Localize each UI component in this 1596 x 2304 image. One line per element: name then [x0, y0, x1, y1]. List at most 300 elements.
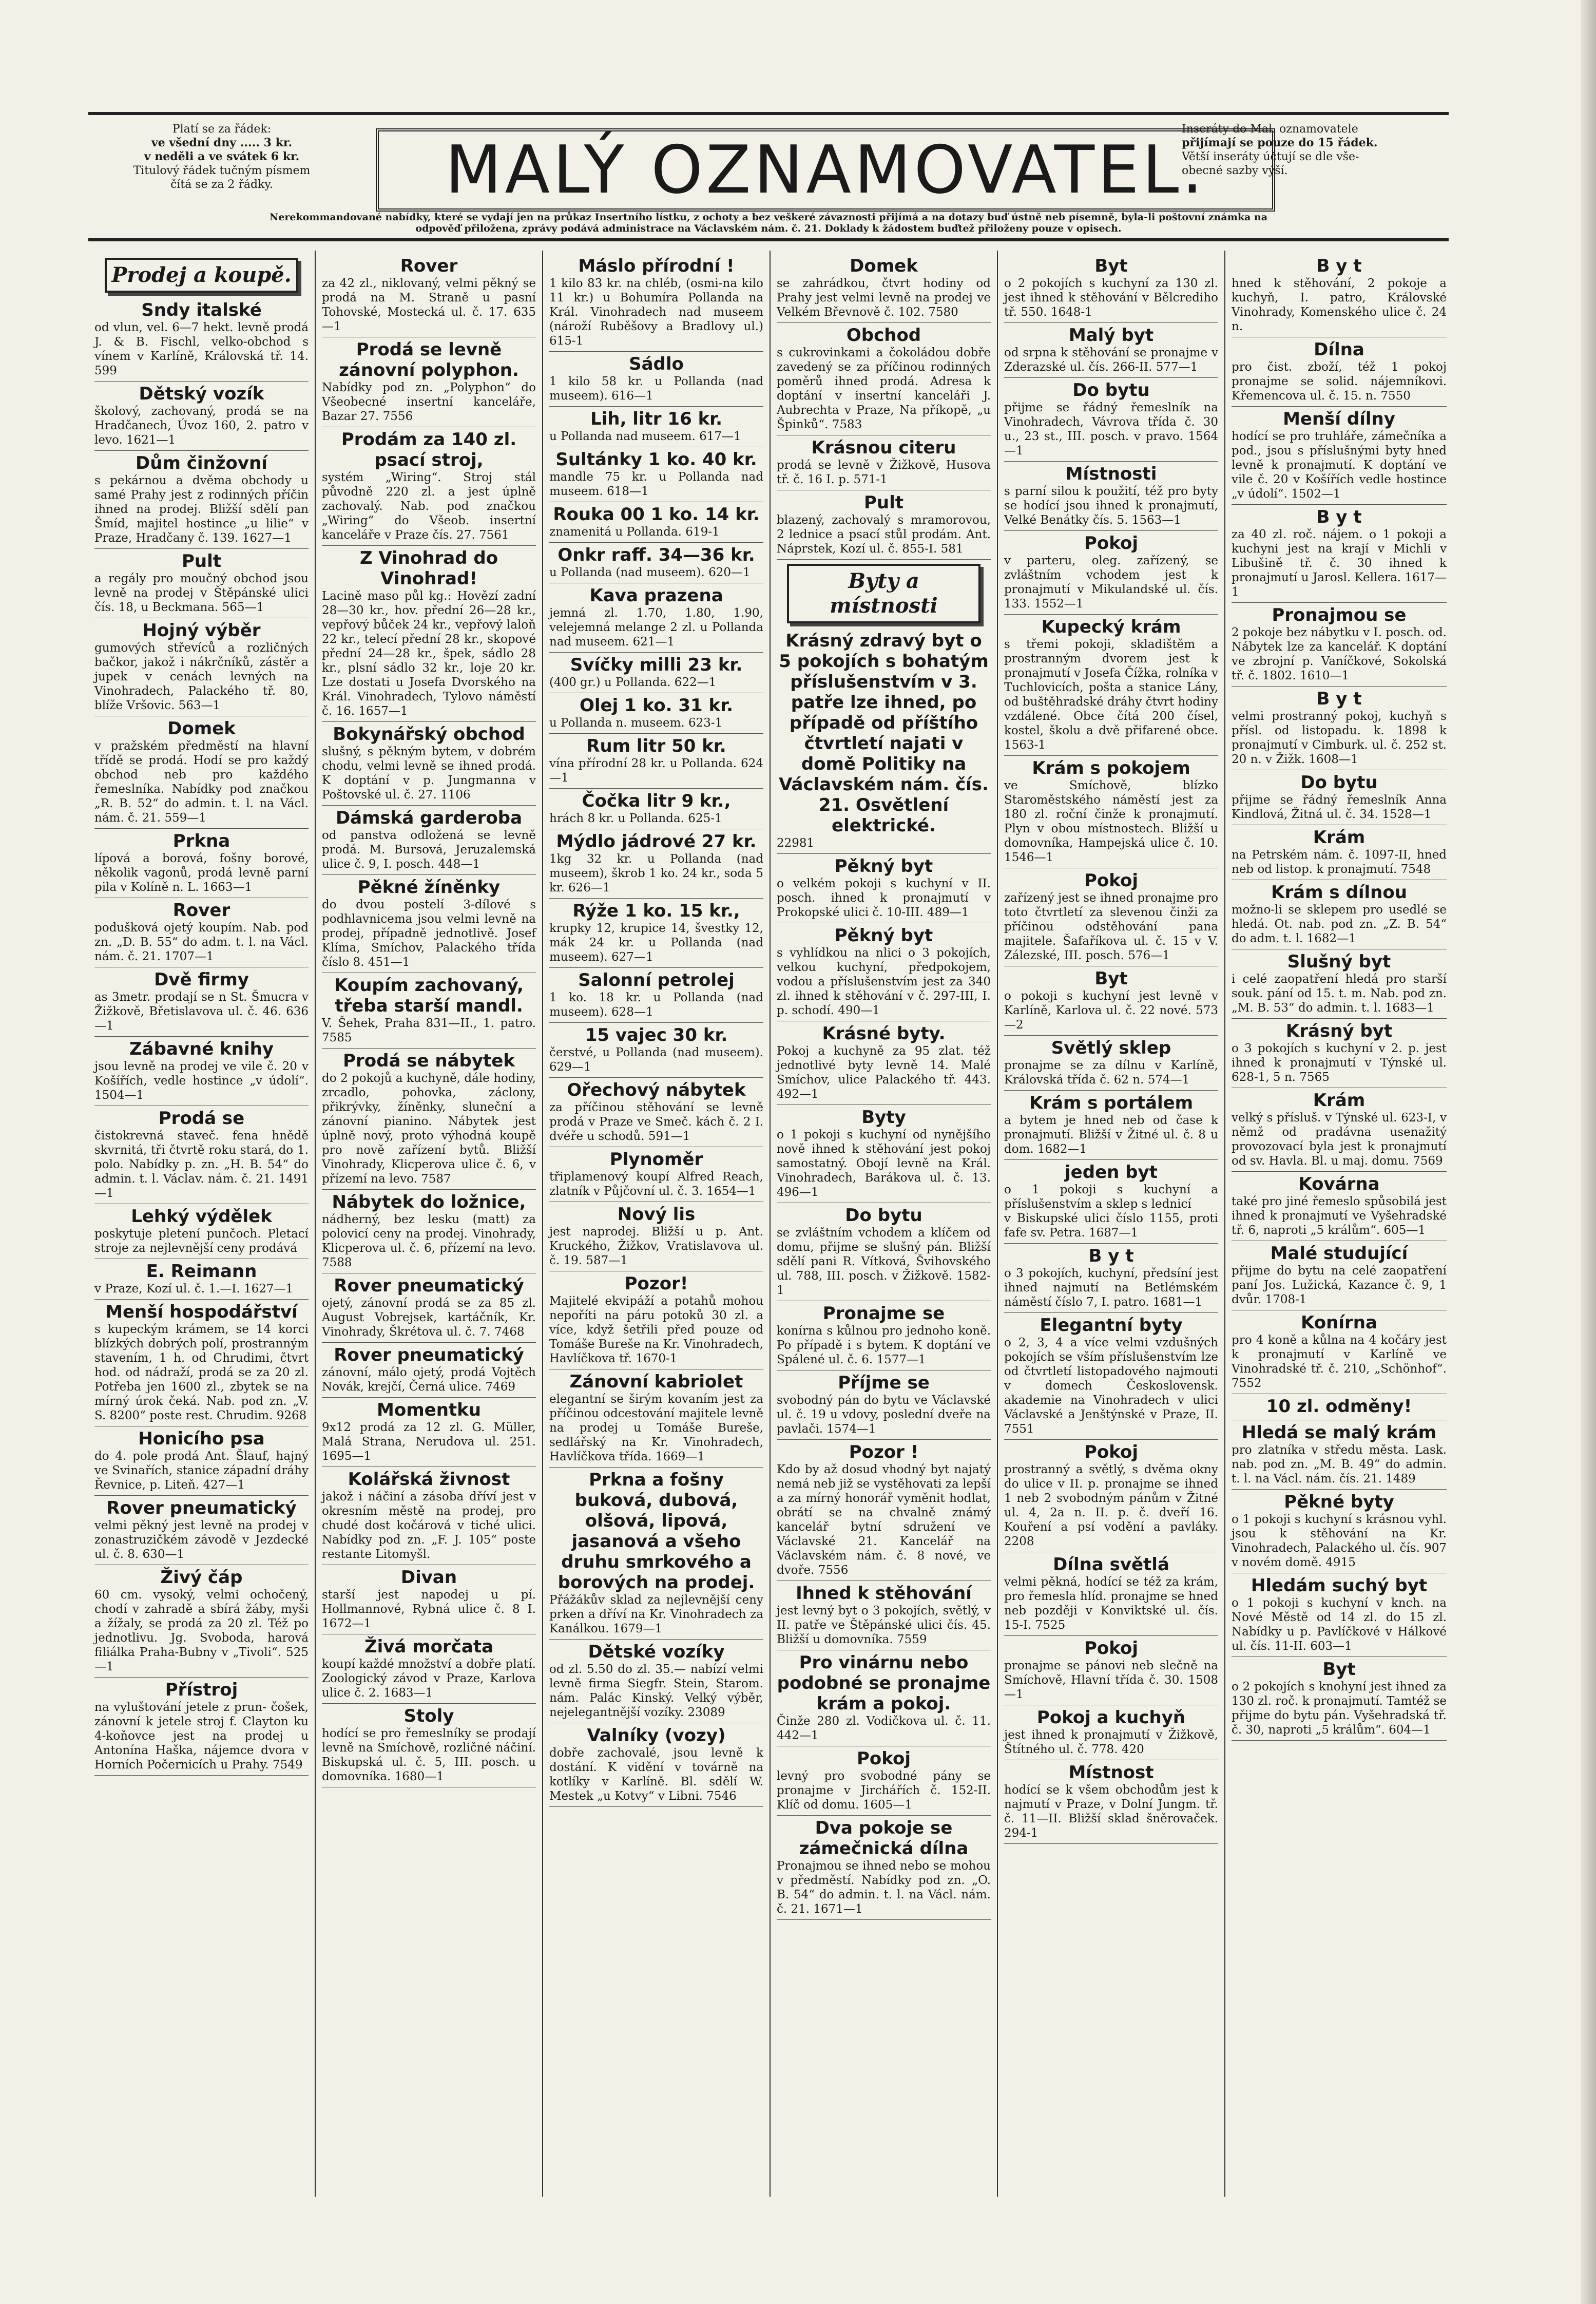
classified-ad [1004, 1160, 1218, 1244]
ad-title: Malý byt [1068, 325, 1154, 346]
ad-title: Rover [172, 900, 230, 921]
ad-title: Zánovní kabriolet [569, 1372, 743, 1392]
ad-text: za 40 zl. roč. nájem. o 1 pokoji a kuchyni jest na krají v Michli v Libušině tř. č. 30 ihned k pronajmutí u Jarosl. Kellera. 1617—1 [1232, 528, 1447, 599]
classified-ad [322, 875, 536, 973]
ad-text: pro 4 koně a kůlna na 4 kočáry jest k pronajmutí v Karlíně ve Vinohradské tř. č. 210, „Schönhof“. 7552 [1232, 1334, 1447, 1390]
price-line: čítá se za 2 řádky. [170, 178, 273, 191]
ad-title: Prkna [172, 831, 230, 851]
classified-ad [94, 618, 309, 716]
classified-ad [322, 1704, 536, 1787]
ad-title: Pozor ! [849, 1442, 919, 1462]
classified-ad [1004, 531, 1218, 615]
ad-text: o velkém pokoji s kuchyní v II. posch. ihned k pronajmutí v Prokopské ulici č. 10-III. 489—1 [777, 877, 991, 919]
ad-title: B y t [1088, 1246, 1134, 1266]
ad-title: Rýže 1 ko. 15 kr., [572, 901, 740, 921]
ad-title: Dvě firmy [154, 969, 249, 990]
ad-title: Pokoj [1084, 870, 1138, 891]
classified-ad [322, 1565, 536, 1634]
ad-text: za příčinou stěhování se levně prodá v Praze ve Smeč. kách č. 2 I. dvéře u schodů. 591—1 [549, 1101, 763, 1143]
ad-title: Dětský vozík [139, 384, 264, 404]
ad-title: Elegantní byty [1040, 1315, 1183, 1336]
ad-text: v Praze, Kozí ul. č. 1.—I. 1627—1 [94, 1282, 294, 1296]
classified-ad [94, 967, 309, 1037]
classified-ad [94, 1426, 309, 1496]
ad-text: čerstvé, u Pollanda (nad museem). 629—1 [549, 1046, 763, 1074]
classified-ad [549, 543, 763, 583]
classified-ad [549, 789, 763, 829]
ad-text: poskytuje pletení punčoch. Pletací stroje za nejlevnější ceny prodává [94, 1227, 309, 1255]
ad-title: Byt [1094, 256, 1128, 276]
classified-ad [549, 968, 763, 1023]
ad-title: Do bytu [1072, 380, 1150, 401]
ad-text: o 2 pokojích s knohyní jest ihned za 130 zl. roč. k pronajmutí. Tamtéž se přijme do bytu pán. Vyšehradská tř. č. 30, naproti „5 králům“. 604—1 [1232, 1680, 1447, 1737]
ad-title: Byty [861, 1107, 906, 1128]
classified-ad [322, 1634, 536, 1704]
ad-title: Dům činžovní [136, 453, 267, 473]
ad-title: Pěkné žíněnky [357, 877, 501, 898]
ad-title: Dva pokoje se zámečnická dílna [799, 1818, 969, 1859]
classified-ad [549, 653, 763, 693]
ad-text: a bytem je hned neb od čase k pronajmutí. Bližší v Žitné ul. č. 8 u dom. 1682—1 [1004, 1114, 1218, 1156]
ad-title: Honicího psa [138, 1429, 265, 1449]
ad-text: u Pollanda n. museem. 623-1 [549, 716, 723, 730]
classified-ad [1232, 337, 1447, 407]
ad-title: Hledá se malý krám [1241, 1422, 1437, 1443]
classified-ad [94, 1259, 309, 1300]
masthead-title: MALÝ OZNAMOVATEL. [445, 131, 1206, 208]
ad-text: o 1 pokoji s kuchyní s krásnou vyhl. jsou k stěhování na Kr. Vinohradech, Palackého ul. čís. 907 v novém domě. 4915 [1232, 1513, 1447, 1569]
ad-title: Mýdlo jádrové 27 kr. [556, 831, 757, 852]
ad-title: Pokoj [1084, 1638, 1138, 1659]
ad-title: Kava prazena [589, 585, 723, 606]
ad-text: krupky 12, krupice 14, švestky 12, mák 24 kr. u Pollanda (nad museem). 627—1 [549, 922, 763, 964]
ad-title: Pěkné byty [1284, 1492, 1394, 1512]
ad-text: svobodný pán do bytu ve Václavské ul. č. 19 u vdovy, poslední dveře na pavlači. 1574—1 [777, 1394, 991, 1436]
classified-ad [94, 716, 309, 829]
ad-title: Krásné byty. [822, 1023, 946, 1044]
ad-text: 1kg 32 kr. u Pollanda (nad museem), škrob 1 ko. 24 kr., soda 5 kr. 626—1 [549, 852, 763, 894]
ad-title: Domek [850, 256, 918, 276]
ad-title: Onkr raff. 34—36 kr. [557, 545, 755, 565]
ad-text: hrách 8 kr. u Pollanda. 625-1 [549, 812, 722, 825]
ad-text: s parní silou k použití, též pro byty se hodící jsou ihned k pronajmutí, Velké Benátky čís. 5. 1563—1 [1004, 485, 1218, 527]
classified-ad [322, 546, 536, 722]
ad-text: jsou levně na prodej ve vile č. 20 v Košířích, vedle hostince „v údolí“. 1504—1 [94, 1060, 309, 1102]
ad-title: E. Reimann [146, 1261, 257, 1282]
classified-ad [777, 1370, 991, 1440]
page-edge [1581, 0, 1596, 2304]
ad-text: lípová a borová, fošny borové, několik vagonů, prodá levně parní pila v Kolíně n. L. 1663—1 [94, 852, 309, 894]
classified-ad [1004, 1091, 1218, 1160]
ad-text: systém „Wiring“. Stroj stál původně 220 zl. a jest úplně zachovalý. Nab. pod značkou „Wiring“ do Všeob. insertní kanceláře v Praze čís. 27. 7561 [322, 471, 536, 542]
ad-text: pronajme se pánovi neb slečně na Smíchově, Hlavní třída č. 30. 1508—1 [1004, 1659, 1218, 1701]
classified-ad [322, 337, 536, 427]
ad-title: Ořechový nábytek [567, 1080, 746, 1100]
classified-ad [777, 435, 991, 490]
classified-ad [1232, 1420, 1447, 1490]
classified-ad [1232, 1657, 1447, 1741]
ad-title: Krásný zdravý byt o 5 pokojích s bohatým příslušenstvím v 3. patře lze ihned, po případě od příštího čtvrtletí najati v domě Politiky na Václavském nám. čís. 21. Osvětlení elektrické. [779, 631, 989, 836]
classified-ad [322, 1398, 536, 1467]
classified-ad [549, 1369, 763, 1468]
ad-title: Pozor! [624, 1273, 688, 1294]
classified-ad [549, 1023, 763, 1078]
classified-ad [549, 254, 763, 352]
ad-text: 60 cm. vysoký, velmi ochočený, chodí v zahradě a sbírá žáby, myši a žížaly, se prodá za 20 zl. Též po jednotlivu. Jg. Svoboda, harová filiálka Praha-Bubny v „Tivoli“. 525—1 [94, 1588, 309, 1673]
ad-text: v pražském předměstí na hlavní třídě se prodá. Hodí se pro každý obchod neb pro každého řemeslníka. Nabídky pod značkou „R. B. 52“ do admin. t. l. na Václ. nám. č. 21. 559—1 [94, 739, 309, 825]
ad-title: Lehký výdělek [131, 1206, 272, 1227]
classified-ad [322, 1273, 536, 1343]
classified-columns [88, 251, 1454, 2197]
ad-text: o pokoji s kuchyní jest levně v Karlíně, Karlova ul. č. 22 nové. 573—2 [1004, 989, 1218, 1032]
ad-title: Kovárna [1298, 1174, 1380, 1194]
ad-text: jest ihned k pronajmutí v Žižkově, Štítného ul. č. 778. 420 [1004, 1728, 1218, 1756]
classified-ad [777, 1650, 991, 1746]
notice-line: přijímají se pouze do 15 řádek. [1182, 136, 1378, 149]
ad-title: 15 vajec 30 kr. [585, 1025, 728, 1045]
classified-ad [777, 854, 991, 923]
ad-text: jakož i náčiní a zásoba dříví jest v okresním městě na prodej, pro chudé dost kočárová v tiché ulici. Nabídky pod zn. „F. J. 105“ poste restante Litomyšl. [322, 1490, 536, 1561]
ad-title: Rover pneumatický [334, 1275, 524, 1296]
ad-title: Prodám za 140 zl. psací stroj, [341, 429, 517, 470]
ad-text: 9x12 prodá za 12 zl. G. Müller, Malá Strana, Nerudova ul. 251. 1695—1 [322, 1421, 536, 1463]
classified-ad [322, 427, 536, 546]
ad-title: Živá morčata [364, 1636, 494, 1657]
ad-title: Pokoj [1084, 533, 1138, 554]
classified-ad [94, 1106, 309, 1204]
classified-ad [94, 382, 309, 451]
ad-title: Nový lis [617, 1204, 696, 1225]
classified-ad [1232, 1019, 1447, 1088]
ad-title: Stoly [403, 1706, 454, 1726]
classified-ad [1232, 407, 1447, 505]
classified-ad [1004, 462, 1218, 531]
classified-ad [322, 1343, 536, 1398]
ad-title: Kupecký krám [1041, 617, 1181, 637]
classified-ad [777, 1021, 991, 1105]
classified-ad [1232, 1088, 1447, 1172]
ad-text: prostranný a světlý, s dvěma okny do ulice v II. p. pronajme se ihned 1 neb 2 svobodným pánům v Žitné ul. 4, 2a n. II. p. č. dveří 16. Kouření a psí vodění a pavláky. 2208 [1004, 1463, 1218, 1548]
classified-ad [1232, 1172, 1447, 1241]
ad-text: hodící se pro truhláře, zámečníka a pod., jsou s příslušnými byty hned levně k pronajmutí. K doptání ve vile č. 20 v Košířích vedle hostince „v údolí“. 1502—1 [1232, 430, 1447, 501]
ad-title: Pronajme se [822, 1303, 945, 1324]
classified-ad [549, 502, 763, 543]
classified-ad [1232, 505, 1447, 603]
ad-text: velmi prostranný pokoj, kuchyň s přísl. od listopadu. k. 1898 k pronajmutí v Cimburk. ul. č. 252 st. 20 n. v Žižk. 1608—1 [1232, 710, 1447, 766]
classified-ad [1232, 880, 1447, 949]
ad-text: pro čist. zboží, též 1 pokoj pronajme se solid. nájemníkovi. Křemencova ul. č. 15. n. 7550 [1232, 360, 1447, 403]
ad-text: Činže 280 zl. Vodičkova ul. č. 11. 442—1 [777, 1715, 991, 1742]
ad-text: do 4. pole prodá Ant. Šlauf, hajný ve Svinařích, stanice západní dráhy Řevnice, p. Liteň. 427—1 [94, 1450, 309, 1492]
ad-text: a regály pro moučný obchod jsou levně na prodej v Štěpánské ulici čís. 18, u Beckmana. 565—1 [94, 572, 309, 614]
ad-title: Konírna [1301, 1312, 1377, 1333]
ad-title: Krásnou citeru [811, 437, 956, 458]
ad-text: Lacině maso půl kg.: Hovězí zadní 28—30 kr., hov. přední 26—28 kr., vepřový bůček 24 kr., vepřový laloň 22 kr., telecí přední 28 kr., skopové přední 24—28 kr., špek, sádlo 28 kr., plsní sádlo 32 kr., loje 20 kr. Lze dostati u Josefa Dvorského na Král. Vinohradech, Tylovo náměstí č. 16. 1657—1 [322, 589, 536, 718]
ad-text: o 2, 3, 4 a více velmi vzdušných pokojích se vším příslušenstvím lze od čtvrtletí listopadového najmouti v domech Československ. akademie na Vinohradech v ulici Václavské a Jenštýnské v Praze, II. 7551 [1004, 1336, 1218, 1436]
classified-ad [549, 407, 763, 447]
ad-text: 1 ko. 18 kr. u Pollanda (nad museem). 628—1 [549, 991, 763, 1019]
ad-title: Malé studující [1270, 1243, 1408, 1264]
classified-ad [777, 1581, 991, 1650]
classified-ad [777, 1746, 991, 1816]
ad-text: do dvou postelí 3-dílové s podhlavnicema jsou velmi levně na prodej, případně jednotlivě. Josef Klíma, Smíchov, Palackého třída číslo 8. 451—1 [322, 898, 536, 969]
ad-title: Sádlo [629, 354, 684, 374]
ad-text: nádherný, bez lesku (matt) za polovicí ceny na prodej. Vinohrady, Klicperova ul. č. 6, přízemí na levo. 7588 [322, 1213, 536, 1269]
ad-title: B y t [1316, 689, 1362, 709]
ad-title: Pronajmou se [1272, 605, 1407, 625]
ad-title: Menší dílny [1283, 409, 1395, 429]
ad-text: do 2 pokojů a kuchyně, dále hodiny, zrcadlo, pohovka, záclony, přikrývky, žíněnky, sluneční a zánovní pianino. Nábytek jest úplně nový, proto výhodná koupě pro nově zařízení bytů. Bližší Vinohrady, Klicperova ulice č. 6, v přízemí na levo. 7587 [322, 1072, 536, 1186]
classified-ad [549, 1147, 763, 1202]
classified-ad [777, 1105, 991, 1203]
ad-title: Zábavné knihy [129, 1039, 274, 1059]
ad-text: podušková ojetý koupím. Nab. pod zn. „D. B. 55“ do adm. t. l. na Václ. nám. č. 21. 1707—1 [94, 921, 309, 963]
ad-title: Sndy italské [141, 300, 262, 320]
section-heading-flats: Byty a místnosti [787, 564, 980, 623]
classified-ad [1004, 1552, 1218, 1636]
ad-title: Menší hospodářství [105, 1302, 298, 1322]
ad-text: o 1 pokoji s kuchyní od nynějšího nově ihned k stěhování jest pokoj samostatný. Obojí levně na Král. Vinohradech, Barákova ul. č. 13. 496—1 [777, 1128, 991, 1199]
ad-title: Pěkný byt [834, 856, 933, 877]
ad-title: Pěkný byt [834, 925, 933, 946]
classified-ad [1232, 1310, 1447, 1394]
column-4 [771, 251, 998, 2197]
classified-ad [1232, 1394, 1447, 1420]
ad-title: Místnosti [1065, 464, 1157, 484]
ad-title: Slušný byt [1287, 951, 1391, 972]
admin-line: Nerekommandované nabídky, které se vydají jen na průkaz Insertního lístku, z ochoty a bez veškeré závaznosti přijímá a na dotazy buď ústně neb písemně, byla-li poštovní známka na [269, 212, 1268, 223]
classified-ad [549, 1468, 763, 1640]
ad-text: jest naprodej. Bližší u p. Ant. Kruckého, Žižkov, Vratislavova ul. č. 19. 587—1 [549, 1225, 763, 1267]
ad-text: zařízený jest se ihned pronajme pro toto čtvrtletí za slevenou činži za příčinou odstěhování pana majitele. Šafaříkova ul. č. 15 v V. Zálezské, III. posch. 576—1 [1004, 891, 1218, 962]
ad-title: Obchod [846, 325, 921, 346]
ad-title: Kolářská živnost [348, 1469, 510, 1490]
price-line: v neděli a ve svátek 6 kr. [144, 150, 300, 163]
ad-text: blazený, zachovalý s mramorovou, 2 lednice a psací stůl prodám. Ant. Náprstek, Kozí ul. č. 855-I. 581 [777, 513, 991, 556]
ad-text: se zvláštním vchodem a klíčem od domu, přijme se slušný pán. Bližší sdělí pani R. Vítková, Švihovského ul. 788, III. posch. v Žižkově. 1582-1 [777, 1226, 991, 1297]
classified-ad [1232, 1490, 1447, 1573]
ad-title: Salonní petrolej [578, 970, 735, 991]
ad-title: Příjme se [838, 1373, 930, 1393]
ad-text: také pro jiné řemeslo spůsobilá jest ihned k pronajmutí ve Vyšehradské tř. 6, naproti „5 králům“. 605—1 [1232, 1195, 1447, 1237]
ad-text: dobře zachovalé, jsou levně k dostání. K vidění v továrně na kotlíky v Karlíně. Bl. sdělí W. Mestek „u Kotvy“ v Libni. 7546 [549, 1746, 763, 1803]
classified-ad [1004, 1313, 1218, 1440]
classified-ad [549, 693, 763, 734]
classified-ad [94, 451, 309, 549]
ad-text: od srpna k stěhování se pronajme v Zderazské ul. čís. 266-II. 577—1 [1004, 346, 1218, 374]
ad-title: Pult [181, 551, 222, 572]
ad-title: Krám s pokojem [1032, 758, 1190, 778]
ad-title: Do bytu [845, 1205, 922, 1226]
classified-ad [777, 1301, 991, 1370]
ad-title: Z Vinohrad do Vinohrad! [359, 548, 498, 589]
ad-text: 1 kilo 58 kr. u Pollanda (nad museem). 616—1 [549, 375, 763, 403]
ad-title: B y t [1316, 256, 1362, 276]
classified-ad [549, 583, 763, 653]
ad-text: s pekárnou a dvěma obchody u samé Prahy jest z rodinných příčin ihned na prodej. Bližší sdělí pan Šmíd, majitel hostince „u lilie“ v Praze, Hradčany č. 139. 1627—1 [94, 474, 309, 545]
masthead-box [376, 128, 1275, 212]
ad-title: Světlý sklep [1051, 1038, 1171, 1058]
classified-ad [549, 352, 763, 407]
ad-text: s cukrovinkami a čokoládou dobře zavedený se za příčinou rodinných poměrů ihned prodá. Adresa k doptání v insertní kanceláři J. Aubrechta v Praze, Na příkopě, „u Špinků“. 7583 [777, 346, 991, 431]
ad-title: Divan [400, 1567, 457, 1588]
ad-title: Do bytu [1300, 772, 1378, 793]
classified-ad [777, 254, 991, 323]
ad-text: velký s přísluš. v Týnské ul. 623-I, v němž od pradávna usenažitý provozovací byla jest k pronajmutí od sv. Havla. Bl. u maj. domu. 7569 [1232, 1111, 1447, 1168]
ad-text: Přážákův sklad za nejlevnější ceny prken a dříví na Kr. Vinohradech za Kanálkou. 1679—1 [549, 1593, 763, 1635]
ad-text: i celé zaopatření hledá pro starší souk. pání od 15. t. m. Nab. pod zn. „M. B. 53“ do admin. t. l. 1683—1 [1232, 973, 1447, 1015]
classified-ad [1004, 323, 1218, 378]
column-6 [1225, 251, 1453, 2197]
ad-title: Živý čáp [160, 1567, 243, 1588]
price-notice [88, 122, 355, 192]
ad-title: B y t [1316, 507, 1362, 527]
ad-title: Prkna a fošny buková, dubová, olšová, lipová, jasanová a všeho druhu smrkového a borových na prodej. [557, 1470, 755, 1593]
ad-title: Sultánky 1 ko. 40 kr. [555, 449, 757, 470]
ad-text: u Pollanda nad museem. 617—1 [549, 430, 741, 443]
ad-text: školový, zachovaný, prodá se na Hradčanech, Úvoz 160, 2. patro v levo. 1621—1 [94, 405, 309, 447]
classified-ad [94, 1496, 309, 1565]
ad-title: Prodá se [158, 1108, 245, 1129]
classified-ad [777, 923, 991, 1021]
classified-ad [549, 1640, 763, 1723]
price-line: ve všední dny ..... 3 kr. [151, 136, 293, 149]
ad-text: u Pollanda (nad museem). 620—1 [549, 566, 751, 579]
ad-title: Dílna [1314, 339, 1364, 360]
classified-ad [322, 1467, 536, 1565]
classified-ad [1232, 770, 1447, 825]
column-3 [543, 251, 771, 2197]
classified-ad [322, 1049, 536, 1190]
ad-title: Olej 1 ko. 31 kr. [579, 695, 733, 716]
classified-ad [549, 734, 763, 789]
classified-ad [1004, 615, 1218, 756]
ad-text: s kupeckým krámem, se 14 korci blízkých dobrých polí, prostranným stavením, 1 h. od Chrudimi, čtvrt hod. od nádraží, prodá se za 20 zl. Potřeba jen 1600 zl., zbytek se na mírný úrok čeká. Nab. pod zn. „V. S. 8200“ poste rest. Chrudim. 9268 [94, 1323, 309, 1422]
ad-title: Pokoj [1084, 1442, 1138, 1462]
ad-title: Rover [400, 256, 458, 276]
ad-title: Hojný výběr [142, 620, 261, 641]
ad-text: prodá se levně v Žižkově, Husova tř. č. 16 I. p. 571-1 [777, 459, 991, 486]
ad-text: pro zlatníka v středu města. Lask. nab. pod zn. „M. B. 49“ do admin. t. l. na Václ. nám. čís. 21. 1489 [1232, 1443, 1447, 1486]
ad-text: o 1 pokoji s kuchyní a příslušenstvím a sklep s lednicí [1004, 1183, 1218, 1211]
classified-ad [777, 1816, 991, 1920]
ad-text: slušný, s pěkným bytem, v dobrém chodu, velmi levně se ihned prodá. K doptání v p. Jungmanna v Poštovské ul. č. 27. 1106 [322, 745, 536, 802]
ad-text: (400 gr.) u Pollanda. 622—1 [549, 676, 717, 689]
ad-title: Bokynářský obchod [333, 724, 525, 745]
ad-title: Pult [863, 492, 904, 513]
ad-text: 22981 [777, 836, 815, 850]
classified-ad [549, 1078, 763, 1147]
ad-title: jeden byt [1065, 1162, 1158, 1183]
classified-ad [322, 806, 536, 875]
ad-title: Prodá se nábytek [343, 1051, 515, 1071]
ad-text: od panstva odložená se levně prodá. M. Bursová, Jeruzalemská ulice č. 9, I. posch. 448—1 [322, 829, 536, 871]
classified-ad [322, 254, 536, 337]
ad-text: hodící se pro řemeslníky se prodají levně na Smíchově, rozličné náčiní. Biskupská ul. č. 5, III. posch. u domovníka. 1680—1 [322, 1727, 536, 1783]
section-heading-sale: Prodej a koupě. [105, 258, 298, 293]
ad-text: za 42 zl., niklovaný, velmi pěkný se prodá na M. Straně u pasní Tohovské, Mostecká ul. č. 17. 635—1 [322, 277, 536, 333]
ad-title: 10 zl. odměny! [1266, 1396, 1412, 1417]
ad-title: Čočka litr 9 kr., [582, 791, 731, 811]
ad-title: Byt [1094, 968, 1128, 989]
ad-title: Momentku [377, 1400, 481, 1420]
classified-ad [322, 973, 536, 1049]
ad-title: Prodá se levně zánovní polyphon. [339, 339, 519, 380]
ad-text: elegantní se širým kovaním jest za příčinou odcestování majitele levně na prodej u Tomáše Bureše, sedlářský na Kr. Vinohradech, Havlíčkova třída. 1669—1 [549, 1393, 763, 1463]
ad-text: jemná zl. 1.70, 1.80, 1.90, velejemná melange 2 zl. u Pollanda nad museem. 621—1 [549, 606, 763, 649]
classified-ad [94, 1678, 309, 1776]
ad-title: Krám s dílnou [1271, 882, 1407, 903]
classified-ad [1004, 756, 1218, 868]
ad-title: Dílna světlá [1053, 1554, 1169, 1575]
ad-title: Koupím zachovaný, třeba starší mandl. [334, 975, 524, 1016]
ad-text: as 3metr. prodají se n St. Šmucra v Žižkově, Břetislavova ul. č. 46. 636—1 [94, 991, 309, 1033]
ad-title: Hledám suchý byt [1251, 1575, 1428, 1596]
ad-text: se zahrádkou, čtvrt hodiny od Prahy jest velmi levně na prodej ve Velkém Břevnově č. 102. 7580 [777, 277, 991, 319]
ad-text: velmi pěkný jest levně na prodej v zonastruzičkém závodě v Jezdecké ul. č. 8. 630—1 [94, 1519, 309, 1561]
ad-text: hned k stěhování, 2 pokoje a kuchyň, I. patro, Královské Vinohrady, Komenského ulice č. 24 n. [1232, 277, 1447, 333]
ad-title: Krám [1313, 827, 1366, 848]
ad-text: koupí každé množství a dobře platí. Zoologický závod v Praze, Karlova ulice č. 2. 1683—1 [322, 1658, 536, 1700]
price-line: Titulový řádek tučným písmem [133, 164, 311, 177]
notice-line: Větší inseráty účtují se dle vše- [1182, 150, 1359, 163]
ad-text: možno-li se sklepem pro usedlé se hledá. Ot. nab. pod zn. „Z. B. 54“ do adm. t. l. 1682—1 [1232, 903, 1447, 945]
ad-text: vína přírodní 28 kr. u Pollanda. 624—1 [549, 757, 763, 785]
ad-text: Kdo by až dosud vhodný byt najatý nemá neb již se vystěhovati za lepší a za mírný honorář vyměnit hodlat, obrátí se na chvalně známý kancelář bytní sdružení ve Václavské 21. Kancelář na Václavském nám. č. 8 nové, ve dvoře. 7556 [777, 1463, 991, 1577]
ad-text: o 1 pokoji s kuchyní v knch. na Nové Městě od 14 zl. do 15 zl. Nabídky u p. Pavlíčkové v Hálkové ul. čís. 11-II. 603—1 [1232, 1596, 1447, 1653]
classified-ad [1004, 966, 1218, 1036]
ad-title: Krám s portálem [1029, 1093, 1194, 1113]
classified-ad [1004, 1760, 1218, 1844]
ad-text: s vyhlídkou na nlici o 3 pokojích, velkou kuchyní, předpokojem, vodou a příslušenstvím jest za 340 zl. ihned k stěhování v č. 297-III, I. p. schodí. 490—1 [777, 946, 991, 1017]
classified-ad [1232, 687, 1447, 770]
price-line: Platí se za řádek: [172, 123, 272, 136]
classified-ad [1004, 254, 1218, 323]
ad-title: Ihned k stěhování [796, 1583, 972, 1604]
classified-ad [777, 1440, 991, 1581]
classified-ad [777, 323, 991, 435]
ad-text: Pronajmou se ihned nebo se mohou v předměstí. Nabídky pod zn. „O. B. 54“ do admin. t. l. na Václ. nám. č. 21. 1671—1 [777, 1859, 991, 1916]
classified-ad [94, 898, 309, 967]
ad-text: přijme se řádný řemeslník na Vinohradech, Vávrova třída č. 30 u., 23 st., III. posch. v pravo. 1564—1 [1004, 401, 1218, 458]
classified-ad [94, 1565, 309, 1678]
ad-text: jest levný byt o 3 pokojích, světlý, v II. patře ve Štěpánské ulici čís. 45. Bližší u domovníka. 7559 [777, 1604, 991, 1646]
classified-ad [777, 1203, 991, 1301]
ad-title: Rum litr 50 kr. [586, 736, 726, 756]
ad-text: od zl. 5.50 do zl. 35.— nabízí velmi levně firma Siegfr. Stein, Starom. nám. Palác Kinský. Velký výběr, nejelegantnější vozíky. 23089 [549, 1663, 763, 1719]
ad-title: Nábytek do ložnice, [332, 1192, 526, 1212]
ad-text: velmi pěkná, hodící se též za krám, pro řemesla hlíd. pronajme se hned neb později v Konviktské ul. čís. 15-I. 7525 [1004, 1575, 1218, 1632]
ad-text: starší jest napodej u pí. Hollmannové, Rybná ulice č. 8 I. 1672—1 [322, 1588, 536, 1630]
ad-title: Rover pneumatický [334, 1345, 524, 1365]
classified-ad [549, 829, 763, 899]
classified-ad [1004, 1636, 1218, 1705]
classified-ad [1004, 378, 1218, 462]
ad-title: Domek [167, 718, 236, 739]
ad-title: Dětské vozíky [588, 1642, 725, 1662]
ad-text: ve Smíchově, blízko Staroměstského náměstí jest za 180 zl. roční činže k pronajmutí. Plyn v obou místnostech. Bližší u domovníka, Hampejská ulice č. 10. 1546—1 [1004, 779, 1218, 864]
classified-ad [94, 1300, 309, 1426]
classified-ad [1232, 603, 1447, 687]
classified-ad [1004, 1440, 1218, 1552]
classified-ad [549, 447, 763, 502]
ad-text: gumových střevíců a rozličných bačkor, jakož i nákrčníků, zástěr a jupek v cenách levných na Vinohradech, Palackého tř. 80, blíže Vršovic. 563—1 [94, 641, 309, 712]
ad-title: Dámská garderoba [335, 808, 523, 828]
ad-text: od vlun, vel. 6—7 hekt. levně prodá J. & B. Fischl, velko-obchod s vínem v Karlíně, Královská tř. 14. 599 [94, 321, 309, 377]
classified-ad [94, 1204, 309, 1259]
column-5 [998, 251, 1225, 2197]
ad-title: Krásný byt [1285, 1021, 1393, 1041]
